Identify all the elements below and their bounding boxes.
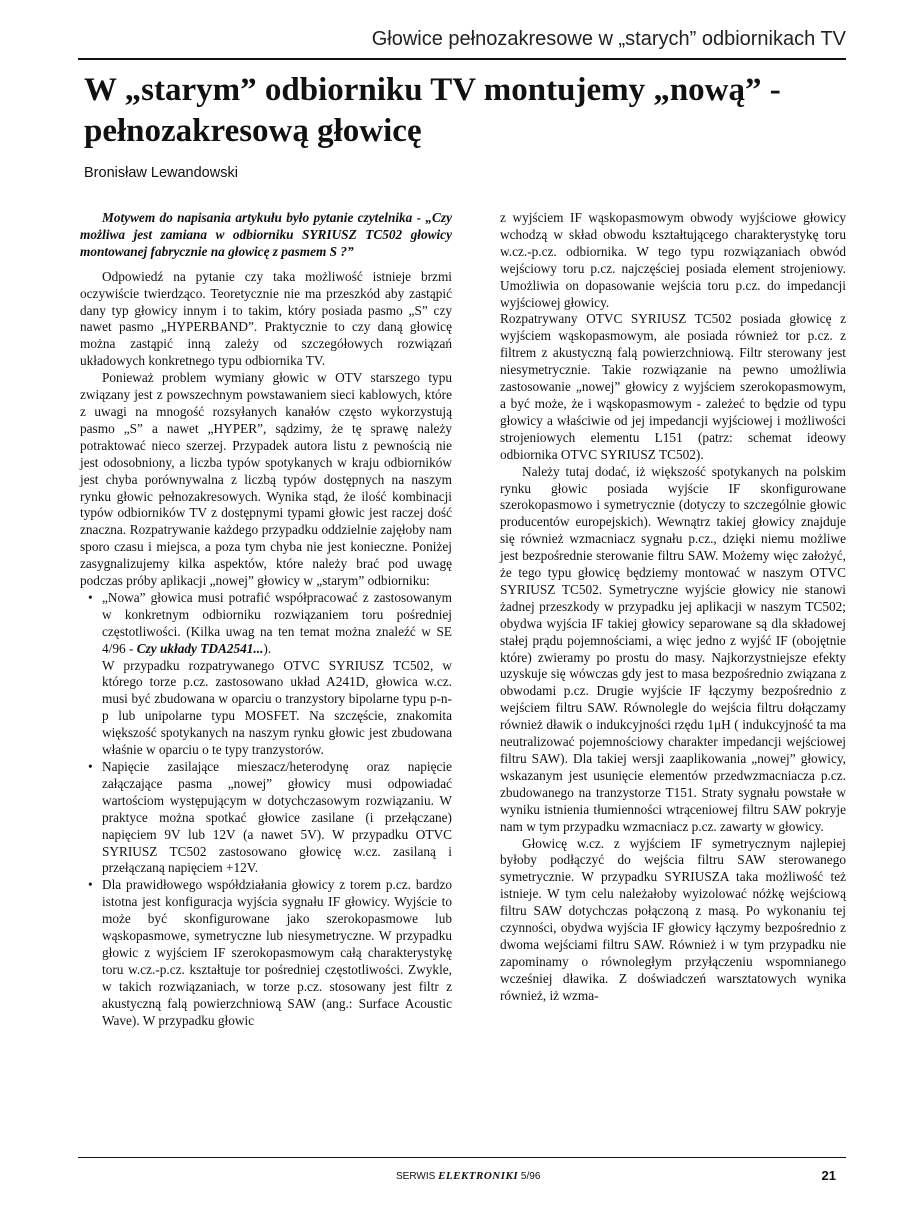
body-paragraph: Głowicę w.cz. z wyjściem IF symetrycznym najlepiej byłoby podłączyć do wejścia filtru SAW sterowanego symetrycznie. W przypadku SYRIUSZA taka możliwość też istnieje. W tym celu należałoby wyizolować nóżkę wejściową filtru SAW dotychczas połączoną z masą. Po wykonaniu tej czynności, obydwa wyjścia IF głowicy łączymy bezpośrednio z dwoma wejściami filtru SAW. Również i w tym przypadku nie zapominamy o równoległym przyłączeniu wspomnianego wcześniej dławika. Z doświadczeń warsztatowych wynika również, iż wzma- xyxy=(500,835,846,1003)
body-paragraph: Ponieważ problem wymiany głowic w OTV starszego typu związany jest z powszechnym powstawaniem sieci kablowych, które z uwagi na mnogość rozsyłanych kanałów często wykorzystują pasmo „S” a nawet „HYPER”, sądzimy, że tę sprawę należy potraktować nieco szerzej. Przypadek autora listu z pewnością nie jest odosobniony, a liczba typów spotykanych w kraju odbiorników jest chyba porównywalna z liczbą typów dostępnych na naszym rynku głowic pełnozakresowych. Wynika stąd, że ilość kombinacji typów odbiorników TV z dostępnymi typami głowic jest raczej dość znaczna. Rozpatrywanie każdego przypadku oddzielnie zajęłoby nam sporo czasu i miejsca, a poza tym chyba nie jest konieczne. Poniżej zasygnalizujemy kilka aspektów, które należy brać pod uwagę podczas próby aplikacji „nowej” głowicy w „starym” odbiorniku: xyxy=(80,370,452,589)
body-paragraph: Rozpatrywany OTVC SYRIUSZ TC502 posiada głowicę z wyjściem wąskopasmowym, ale posiada również tor p.cz. z filtrem z akustyczną falą powierzchniową. Filtr sterowany jest niesymetrycznie. Takie rozwiązanie na pewno umożliwia zastosowanie „nowej” głowicy z wyjściem szerokopasmowym, a być może, że i wąskopasmowym - zależeć to będzie od typu głowicy a właściwie od jej impedancji wyjściowej i możliwości strojeniowych elementu L151 (patrz: schemat ideowy odbiornika OTVC SYRIUSZ TC502). xyxy=(500,311,846,462)
magazine-logo: ELEKTRONIKI xyxy=(438,1170,519,1182)
author-byline: Bronisław Lewandowski xyxy=(84,165,238,181)
footer-prefix: SERWIS xyxy=(396,1171,436,1182)
left-column xyxy=(80,210,452,1030)
footer-rule xyxy=(78,1157,846,1158)
list-item-text: ). xyxy=(263,640,272,656)
body-paragraph: Należy tutaj dodać, iż większość spotykanych na polskim rynku głowic posiada wyjście IF skonfigurowane szerokopasmowo i symetrycznie (dotyczy to szczególnie głowic producentów europejskich). Wewnątrz takiej głowicy znajduje się również wzmacniacz sygnału p.cz., dzięki niemu możliwe jest bezpośrednie sterowanie filtru SAW. Możemy więc założyć, że tego typu głowicę będziemy montować w naszym OTVC SYRIUSZ TC502. Symetryczne wyjście głowicy nie stanowi żadnej przeszkody w przypadku jej aplikacji w naszym TC502; obydwa wyjścia IF takiej głowicy separowane są dla składowej stałej prądu pojemnościami, a więc jedno z wyjść IF (obojętnie które) zwieramy po prostu do masy. Najkorzystniejsze efekty uzyskuje się wówczas gdy jest to masa bezpośrednio związana z obwodami p.cz. Drugie wyjście IF łączymy bezpośrednio z wejściem filtru SAW. Równolegle do wejścia filtru dołączamy również dławik o indukcyjności rzędu 1μH ( indukcyjność ta ma neutralizować pojemnościowy charakter impedancji wejściowej filtru SAW). Dla takiej wersji zaaplikowania „nowej” głowicy, wskazanym jest usunięcie elementów przedwzmacniacza p.cz. zbudowanego na tranzystorze T151. Straty sygnału powstałe w wyniku istnienia tłumienności wtrąceniowej filtru SAW pokryje nam w tym przypadku wzmacniacz p.cz. zawarty w głowicy. xyxy=(500,463,846,834)
header-rule xyxy=(78,58,846,60)
list-item xyxy=(80,590,452,759)
body-paragraph: z wyjściem IF wąskopasmowym obwody wyjściowe głowicy wchodzą w skład obwodu kształtującego charakterystykę toru w.cz.-p.cz. odbiornika. W tego typu rozwiązaniach obwód wejściowy toru p.cz. najczęściej posiada element strojeniowy. Umożliwia on dopasowanie wejścia toru p.cz. do impedancji wyjściowej głowicy. xyxy=(500,210,846,310)
page-number: 21 xyxy=(821,1168,836,1183)
right-column xyxy=(500,210,846,1005)
body-paragraph: Odpowiedź na pytanie czy taka możliwość istnieje brzmi oczywiście twierdząco. Teoretycznie nie ma przeszkód aby zastąpić dany typ głowicy innym i to takim, który posiada pasmo „S” czy nawet pasmo „HYPERBAND”. Praktycznie to czy daną głowicę można zastąpić inną zależy od szczegółowych rozwiązań układowych konkretnego typu odbiornika TV. xyxy=(80,268,452,369)
requirements-list xyxy=(80,590,452,1030)
intro-lead: Motywem do napisania artykułu było pytanie czytelnika - „Czy możliwa jest zamiana w odbiorniku SYRIUSZ TC502 głowicy montowanej fabrycznie na głowicę z pasmem S ?” xyxy=(80,210,452,259)
running-head: Głowice pełnozakresowe w „starych” odbiornikach TV xyxy=(371,28,846,50)
footer-magazine xyxy=(396,1170,540,1182)
list-item: • Dla prawidłowego współdziałania głowicy z torem p.cz. bardzo istotna jest konfiguracja wyjścia sygnału IF głowicy. Wyjście to może być skonfigurowane jako szerokopasmowe lub wąskopasmowe, symetryczne lub niesymetryczne. W przypadku głowic z wyjściem IF szerokopasmowym całą charakterystykę toru w.cz.-p.cz. kształtuje tor pośredniej częstotliwości. Zwykle, w takich rozwiązaniach, w torze p.cz. stosowany jest filtr z akustyczną falą powierzchniową SAW (ang.: Surface Acoustic Wave). W przypadku głowic xyxy=(80,877,452,1029)
footer-issue: 5/96 xyxy=(520,1171,541,1182)
article-reference: Czy układy TDA2541... xyxy=(136,640,264,656)
list-item: • Napięcie zasilające mieszacz/heterodynę oraz napięcie załączające pasma „nowej” głowicy musi odpowiadać wartościom występującym w dotychczasowym rozwiązaniu. W praktyce można spotkać głowice zasilane (i przełączane) napięciem 9V lub 12V (a nawet 5V). W przypadku OTVC SYRIUSZ TC502 zastosowano głowicę w.cz. zasilaną i przełączaną napięciem +12V. xyxy=(80,759,452,877)
list-item-continuation: W przypadku rozpatrywanego OTVC SYRIUSZ TC502, w którego torze p.cz. zastosowano układ A241D, głowica w.cz. musi być zbudowana w oparciu o tranzystory bipolarne typu p-n-p lub unipolarne typu MOSFET. Na szczęście, znakomita większość spotykanych na naszym rynku głowic jest zbudowana właśnie w oparciu o te typy tranzystorów. xyxy=(102,657,452,758)
article-title: W „starym” odbiorniku TV montujemy „nową” - pełnozakresową głowicę xyxy=(84,72,781,149)
list-item-text: „Nowa” głowica musi potrafić współpracować z zastosowanym w konkretnym odbiorniku rozwiązaniem toru pośredniej częstotliwości. (Kilka uwag na ten temat można znaleźć w SE 4/96 - xyxy=(102,589,452,656)
